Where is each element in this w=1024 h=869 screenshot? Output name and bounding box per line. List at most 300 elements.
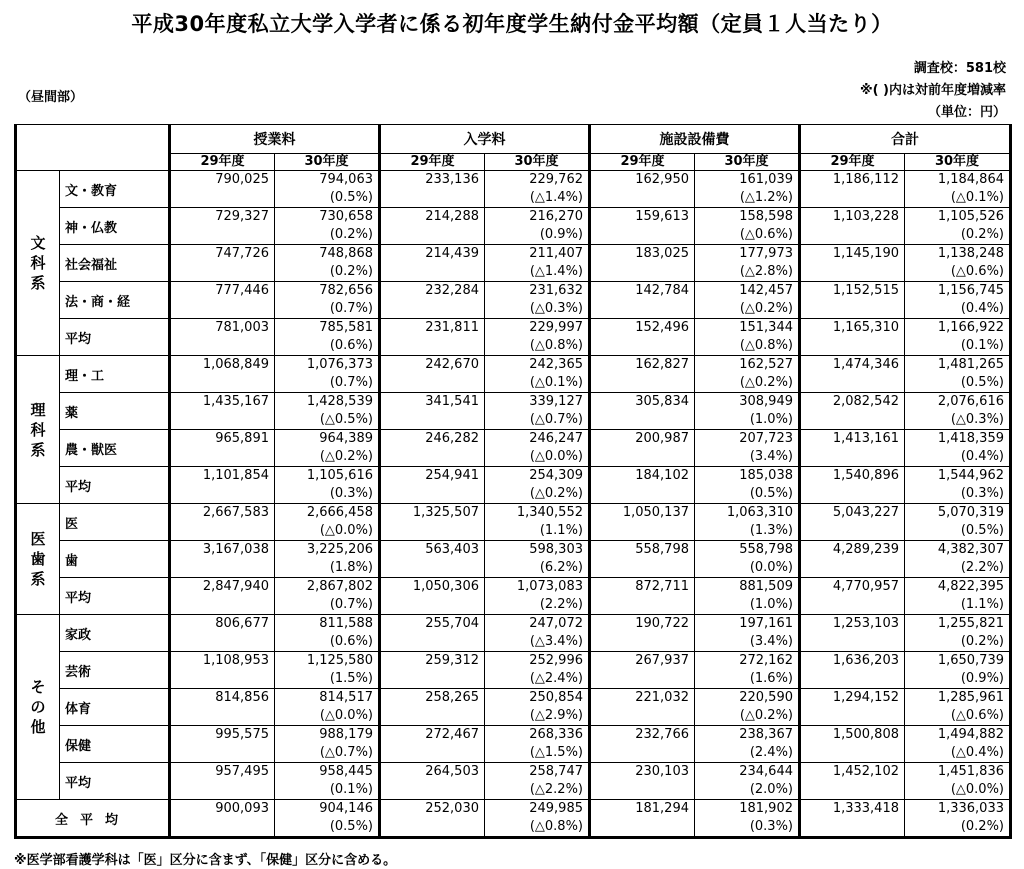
fee-value: 214,439	[425, 246, 479, 261]
value-cell	[590, 319, 695, 356]
header-admission: 入学料	[380, 125, 590, 154]
value-cell	[275, 430, 380, 467]
year-header: 29年度	[380, 154, 485, 171]
row-label: 歯	[60, 541, 170, 578]
fee-value: 267,937	[635, 653, 689, 668]
change-rate: (△2.9%)	[529, 708, 583, 723]
fee-value: 1,076,373	[306, 357, 373, 372]
fee-value: 254,309	[529, 468, 583, 483]
fee-value: 1,452,102	[832, 764, 899, 779]
fee-value: 1,125,580	[306, 653, 373, 668]
fee-value: 794,063	[319, 172, 373, 187]
value-cell	[275, 763, 380, 800]
table-row	[16, 615, 1011, 652]
fee-value: 4,382,307	[937, 542, 1004, 557]
fee-value: 563,403	[425, 542, 479, 557]
fee-value: 1,103,228	[832, 209, 899, 224]
value-cell	[170, 356, 275, 393]
fee-value: 1,105,526	[937, 209, 1004, 224]
year-header: 30年度	[695, 154, 800, 171]
fee-value: 151,344	[739, 320, 793, 335]
change-rate: (2.2%)	[960, 560, 1004, 575]
row-label: 神・仏教	[60, 208, 170, 245]
fee-value: 158,598	[739, 209, 793, 224]
fee-value: 246,247	[529, 431, 583, 446]
page-title: 平成30年度私立大学入学者に係る初年度学生納付金平均額（定員１人当たり）	[131, 12, 893, 36]
value-cell	[905, 504, 1011, 541]
value-cell	[380, 763, 485, 800]
change-rate: (△0.0%)	[319, 523, 373, 538]
fee-value: 258,747	[529, 764, 583, 779]
value-cell	[800, 245, 905, 282]
change-rate: (0.5%)	[749, 486, 793, 501]
fee-value: 1,481,265	[937, 357, 1004, 372]
change-rate: (2.4%)	[749, 745, 793, 760]
table-row	[16, 282, 1011, 319]
value-cell	[275, 541, 380, 578]
category-label: 理 科 系	[16, 356, 60, 504]
value-cell	[590, 356, 695, 393]
change-rate: (△2.2%)	[529, 782, 583, 797]
fee-value: 259,312	[425, 653, 479, 668]
value-cell	[275, 208, 380, 245]
fee-value: 238,367	[739, 727, 793, 742]
fee-value: 200,987	[635, 431, 689, 446]
fee-value: 264,503	[425, 764, 479, 779]
fee-value: 1,285,961	[937, 690, 1004, 705]
value-cell	[695, 652, 800, 689]
value-cell	[170, 800, 275, 838]
value-cell	[170, 763, 275, 800]
value-cell	[170, 689, 275, 726]
value-cell	[380, 504, 485, 541]
fee-value: 162,950	[635, 172, 689, 187]
value-cell	[800, 615, 905, 652]
change-rate: (0.4%)	[960, 301, 1004, 316]
value-cell	[695, 245, 800, 282]
table-row	[16, 430, 1011, 467]
fee-value: 220,590	[739, 690, 793, 705]
fee-table	[14, 124, 1012, 839]
fee-value: 305,834	[635, 394, 689, 409]
value-cell	[905, 393, 1011, 430]
change-rate: (△0.2%)	[739, 301, 793, 316]
value-cell	[275, 800, 380, 838]
value-cell	[905, 319, 1011, 356]
fee-value: 1,340,552	[516, 505, 583, 520]
fee-value: 1,413,161	[832, 431, 899, 446]
fee-value: 806,677	[215, 616, 269, 631]
fee-value: 232,766	[635, 727, 689, 742]
value-cell	[695, 541, 800, 578]
value-cell	[275, 356, 380, 393]
fee-value: 1,474,346	[832, 357, 899, 372]
change-rate: (△0.8%)	[529, 819, 583, 834]
value-cell	[905, 282, 1011, 319]
value-cell	[170, 467, 275, 504]
fee-value: 782,656	[319, 283, 373, 298]
value-cell	[590, 208, 695, 245]
fee-value: 958,445	[319, 764, 373, 779]
value-cell	[695, 171, 800, 208]
value-cell	[380, 430, 485, 467]
change-rate: (0.7%)	[329, 301, 373, 316]
value-cell	[275, 282, 380, 319]
value-cell	[485, 689, 590, 726]
change-rate: (0.7%)	[329, 597, 373, 612]
fee-value: 1,145,190	[832, 246, 899, 261]
change-rate: (3.4%)	[749, 449, 793, 464]
fee-value: 252,996	[529, 653, 583, 668]
fee-value: 2,076,616	[937, 394, 1004, 409]
value-cell	[695, 319, 800, 356]
fee-value: 221,032	[635, 690, 689, 705]
value-cell	[590, 578, 695, 615]
change-rate: (1.0%)	[749, 597, 793, 612]
value-cell	[170, 615, 275, 652]
fee-value: 1,101,854	[202, 468, 269, 483]
value-cell	[380, 615, 485, 652]
fee-value: 242,670	[425, 357, 479, 372]
value-cell	[275, 652, 380, 689]
fee-value: 231,811	[425, 320, 479, 335]
fee-value: 190,722	[635, 616, 689, 631]
fee-value: 814,517	[319, 690, 373, 705]
fee-value: 1,325,507	[412, 505, 479, 520]
value-cell	[695, 726, 800, 763]
value-cell	[485, 726, 590, 763]
value-cell	[170, 726, 275, 763]
change-rate: (0.2%)	[329, 227, 373, 242]
fee-value: 308,949	[739, 394, 793, 409]
fee-value: 964,389	[319, 431, 373, 446]
value-cell	[170, 208, 275, 245]
section-label: （昼間部）	[18, 90, 84, 105]
value-cell	[905, 689, 1011, 726]
value-cell	[275, 393, 380, 430]
value-cell	[800, 208, 905, 245]
value-cell	[800, 430, 905, 467]
change-rate: (△0.3%)	[529, 301, 583, 316]
fee-value: 142,784	[635, 283, 689, 298]
change-rate: (0.9%)	[960, 671, 1004, 686]
table-row	[16, 467, 1011, 504]
change-rate: (0.2%)	[960, 634, 1004, 649]
value-cell	[800, 467, 905, 504]
value-cell	[590, 652, 695, 689]
value-cell	[485, 541, 590, 578]
header-total: 合計	[800, 125, 1011, 154]
fee-value: 242,365	[529, 357, 583, 372]
fee-value: 1,186,112	[832, 172, 899, 187]
value-cell	[905, 652, 1011, 689]
year-header: 29年度	[590, 154, 695, 171]
value-cell	[485, 245, 590, 282]
change-rate: (△2.8%)	[739, 264, 793, 279]
value-cell	[905, 356, 1011, 393]
row-label: 平均	[60, 319, 170, 356]
year-header: 29年度	[800, 154, 905, 171]
fee-value: 159,613	[635, 209, 689, 224]
change-rate: (△0.4%)	[950, 745, 1004, 760]
fee-value: 988,179	[319, 727, 373, 742]
fee-value: 229,997	[529, 320, 583, 335]
change-rate: (△0.6%)	[950, 264, 1004, 279]
fee-value: 1,068,849	[202, 357, 269, 372]
fee-value: 197,161	[739, 616, 793, 631]
change-rate: (0.6%)	[329, 338, 373, 353]
change-rate: (0.2%)	[960, 819, 1004, 834]
year-header: 30年度	[485, 154, 590, 171]
value-cell	[695, 763, 800, 800]
row-label: 社会福祉	[60, 245, 170, 282]
value-cell	[380, 689, 485, 726]
header-tuition: 授業料	[170, 125, 380, 154]
change-rate: (△0.2%)	[319, 449, 373, 464]
change-rate: (1.8%)	[329, 560, 373, 575]
fee-value: 234,644	[739, 764, 793, 779]
change-rate: (△0.6%)	[739, 227, 793, 242]
value-cell	[695, 282, 800, 319]
fee-value: 177,973	[739, 246, 793, 261]
value-cell	[695, 393, 800, 430]
fee-value: 2,666,458	[306, 505, 373, 520]
value-cell	[800, 726, 905, 763]
fee-value: 729,327	[215, 209, 269, 224]
fee-value: 1,294,152	[832, 690, 899, 705]
fee-value: 272,467	[425, 727, 479, 742]
value-cell	[380, 578, 485, 615]
table-row	[16, 652, 1011, 689]
footnote: ※医学部看護学科は「医」区分に含まず、「保健」区分に含める。	[14, 853, 397, 868]
change-rate: (△0.8%)	[529, 338, 583, 353]
fee-value: 4,822,395	[937, 579, 1004, 594]
fee-value: 1,494,882	[937, 727, 1004, 742]
fee-value: 4,770,957	[832, 579, 899, 594]
fee-value: 183,025	[635, 246, 689, 261]
value-cell	[485, 615, 590, 652]
fee-value: 216,270	[529, 209, 583, 224]
fee-value: 1,108,953	[202, 653, 269, 668]
change-rate: (△1.5%)	[529, 745, 583, 760]
value-cell	[380, 319, 485, 356]
change-rate: (3.4%)	[749, 634, 793, 649]
row-label: 体育	[60, 689, 170, 726]
value-cell	[800, 652, 905, 689]
change-rate: (△0.2%)	[739, 708, 793, 723]
change-rate: (△0.7%)	[529, 412, 583, 427]
change-rate: (0.4%)	[960, 449, 1004, 464]
value-cell	[905, 208, 1011, 245]
value-cell	[590, 430, 695, 467]
fee-value: 4,289,239	[832, 542, 899, 557]
fee-value: 255,704	[425, 616, 479, 631]
fee-value: 790,025	[215, 172, 269, 187]
fee-value: 230,103	[635, 764, 689, 779]
table-row	[16, 393, 1011, 430]
fee-value: 2,847,940	[202, 579, 269, 594]
fee-value: 247,072	[529, 616, 583, 631]
fee-value: 1,050,137	[622, 505, 689, 520]
value-cell	[380, 467, 485, 504]
change-rate: (2.2%)	[539, 597, 583, 612]
value-cell	[590, 467, 695, 504]
fee-value: 777,446	[215, 283, 269, 298]
table-row	[16, 208, 1011, 245]
fee-value: 254,941	[425, 468, 479, 483]
value-cell	[485, 763, 590, 800]
change-rate: (△0.0%)	[529, 449, 583, 464]
row-label: 保健	[60, 726, 170, 763]
fee-value: 1,500,808	[832, 727, 899, 742]
fee-value: 730,658	[319, 209, 373, 224]
value-cell	[380, 726, 485, 763]
value-cell	[800, 504, 905, 541]
fee-value: 872,711	[635, 579, 689, 594]
value-cell	[275, 615, 380, 652]
value-cell	[800, 800, 905, 838]
fee-value: 957,495	[215, 764, 269, 779]
fee-value: 162,827	[635, 357, 689, 372]
fee-value: 339,127	[529, 394, 583, 409]
fee-value: 181,294	[635, 801, 689, 816]
total-label: 全平均	[16, 800, 170, 838]
value-cell	[170, 319, 275, 356]
value-cell	[590, 171, 695, 208]
fee-value: 1,138,248	[937, 246, 1004, 261]
value-cell	[905, 541, 1011, 578]
value-cell	[800, 541, 905, 578]
fee-value: 258,265	[425, 690, 479, 705]
fee-value: 1,156,745	[937, 283, 1004, 298]
table-row	[16, 689, 1011, 726]
fee-value: 1,253,103	[832, 616, 899, 631]
change-rate: (△1.2%)	[739, 190, 793, 205]
value-cell	[485, 393, 590, 430]
fee-value: 814,856	[215, 690, 269, 705]
fee-value: 184,102	[635, 468, 689, 483]
change-rate: (0.3%)	[960, 486, 1004, 501]
value-cell	[590, 726, 695, 763]
fee-value: 1,063,310	[726, 505, 793, 520]
value-cell	[800, 282, 905, 319]
change-rate: (0.2%)	[960, 227, 1004, 242]
row-label: 医	[60, 504, 170, 541]
value-cell	[695, 208, 800, 245]
change-rate: (0.7%)	[329, 375, 373, 390]
fee-value: 152,496	[635, 320, 689, 335]
value-cell	[170, 578, 275, 615]
value-cell	[800, 356, 905, 393]
value-cell	[485, 467, 590, 504]
fee-value: 250,854	[529, 690, 583, 705]
fee-value: 249,985	[529, 801, 583, 816]
change-rate: (1.0%)	[749, 412, 793, 427]
fee-value: 231,632	[529, 283, 583, 298]
fee-value: 1,166,922	[937, 320, 1004, 335]
fee-value: 1,650,739	[937, 653, 1004, 668]
change-rate: (1.6%)	[749, 671, 793, 686]
fee-value: 5,070,319	[937, 505, 1004, 520]
change-rate: (1.3%)	[749, 523, 793, 538]
fee-value: 232,284	[425, 283, 479, 298]
value-cell	[275, 245, 380, 282]
fee-value: 2,082,542	[832, 394, 899, 409]
value-cell	[170, 430, 275, 467]
change-rate: (△0.0%)	[950, 782, 1004, 797]
row-label: 家政	[60, 615, 170, 652]
change-rate: (1.1%)	[539, 523, 583, 538]
total-row	[16, 800, 1011, 838]
value-cell	[905, 430, 1011, 467]
value-cell	[695, 467, 800, 504]
change-rate: (0.0%)	[749, 560, 793, 575]
value-cell	[275, 319, 380, 356]
value-cell	[695, 430, 800, 467]
value-cell	[170, 504, 275, 541]
fee-value: 268,336	[529, 727, 583, 742]
fee-value: 246,282	[425, 431, 479, 446]
change-rate: (0.1%)	[960, 338, 1004, 353]
value-cell	[695, 356, 800, 393]
table-row	[16, 504, 1011, 541]
value-cell	[590, 245, 695, 282]
value-cell	[800, 578, 905, 615]
fee-value: 185,038	[739, 468, 793, 483]
fee-value: 3,167,038	[202, 542, 269, 557]
table-row	[16, 319, 1011, 356]
value-cell	[485, 282, 590, 319]
value-cell	[275, 689, 380, 726]
value-cell	[380, 245, 485, 282]
row-label: 芸術	[60, 652, 170, 689]
value-cell	[380, 208, 485, 245]
value-cell	[905, 578, 1011, 615]
fee-value: 142,457	[739, 283, 793, 298]
change-rate: (0.3%)	[329, 486, 373, 501]
value-cell	[485, 319, 590, 356]
fee-value: 1,073,083	[516, 579, 583, 594]
fee-value: 1,165,310	[832, 320, 899, 335]
row-label: 薬	[60, 393, 170, 430]
value-cell	[695, 504, 800, 541]
table-row	[16, 541, 1011, 578]
value-cell	[905, 763, 1011, 800]
fee-value: 2,667,583	[202, 505, 269, 520]
fee-value: 181,902	[739, 801, 793, 816]
table-row	[16, 578, 1011, 615]
fee-value: 1,255,821	[937, 616, 1004, 631]
fee-value: 900,093	[215, 801, 269, 816]
value-cell	[275, 726, 380, 763]
fee-value: 904,146	[319, 801, 373, 816]
fee-value: 781,003	[215, 320, 269, 335]
value-cell	[905, 726, 1011, 763]
value-cell	[905, 615, 1011, 652]
fee-value: 1,336,033	[937, 801, 1004, 816]
fee-value: 252,030	[425, 801, 479, 816]
value-cell	[905, 245, 1011, 282]
value-cell	[485, 356, 590, 393]
change-note: ※( )内は対前年度増減率	[859, 83, 1006, 98]
category-label: 文 科 系	[16, 171, 60, 356]
change-rate: (△0.6%)	[950, 708, 1004, 723]
value-cell	[485, 504, 590, 541]
fee-value: 5,043,227	[832, 505, 899, 520]
value-cell	[275, 504, 380, 541]
value-cell	[485, 578, 590, 615]
change-rate: (0.5%)	[329, 819, 373, 834]
